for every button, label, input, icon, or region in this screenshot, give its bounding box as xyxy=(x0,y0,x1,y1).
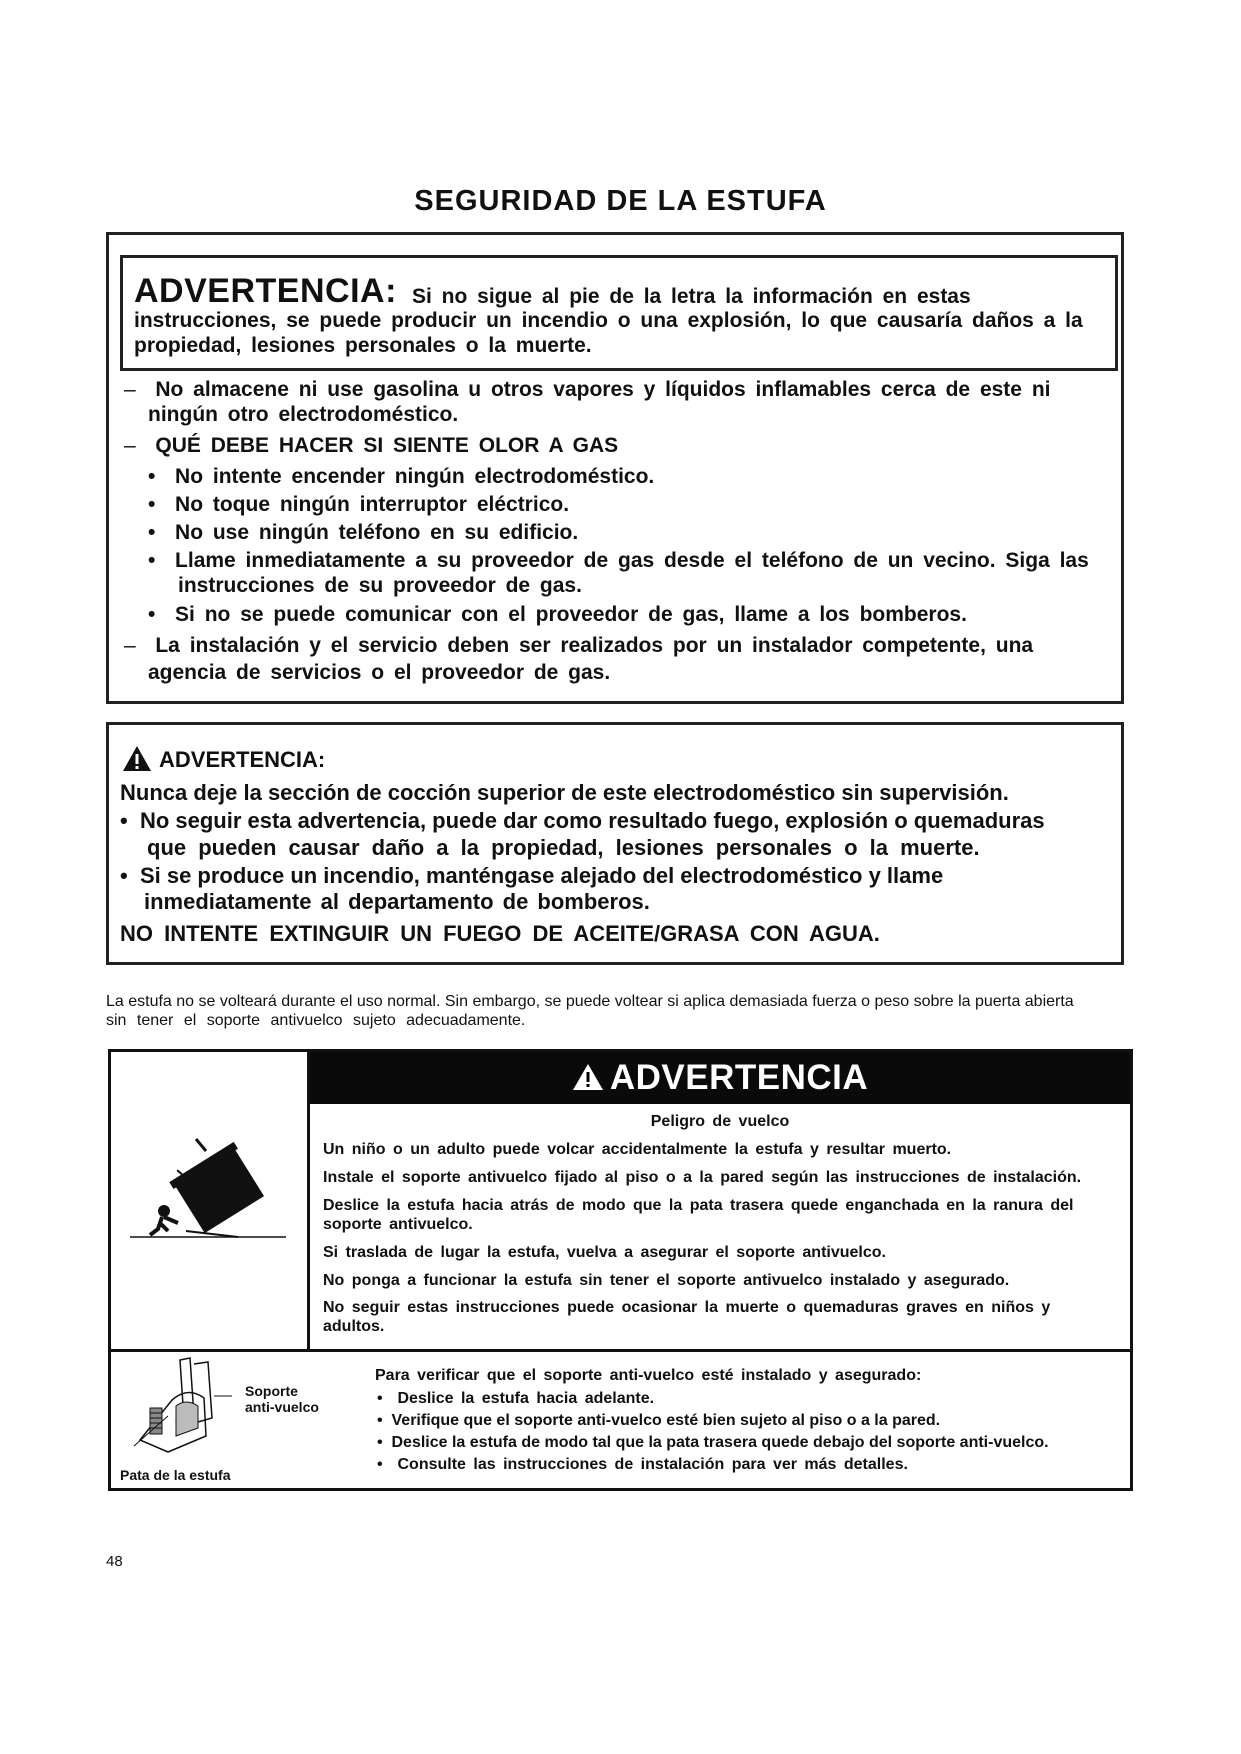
warning-text-line: Nunca deje la sección de cocción superior de este electrodoméstico sin supervisión. xyxy=(120,780,1009,805)
bullet-item: • No intente encender ningún electrodoméstico. xyxy=(148,465,655,488)
bullet-item: • Si se produce un incendio, manténgase alejado del electrodoméstico y llame xyxy=(120,863,944,888)
bullet-text: No toque ningún interruptor eléctrico. xyxy=(175,493,570,516)
anti-tip-bracket-illustration xyxy=(128,1356,238,1461)
dash-item: – La instalación y el servicio deben ser realizados por un instalador competente, una xyxy=(124,634,1034,657)
warning-text-line: Deslice la estufa hacia atrás de modo que la pata trasera quede enganchada en la ranura del xyxy=(323,1197,1074,1214)
dash-item: – QUÉ DEBE HACER SI SIENTE OLOR A GAS xyxy=(124,434,619,457)
bracket-label: Soporte xyxy=(245,1383,298,1399)
bullet-item: • Llame inmediatamente a su proveedor de gas desde el teléfono de un vecino. Siga las xyxy=(148,549,1089,572)
warning-text-line: Si no sigue al pie de la letra la información en estas xyxy=(412,285,971,308)
warning-text-line: Si traslada de lugar la estufa, vuelva a asegurar el soporte antivuelco. xyxy=(323,1244,886,1261)
warning-final-line: NO INTENTE EXTINGUIR UN FUEGO DE ACEITE/GRASA CON AGUA. xyxy=(120,921,880,946)
bullet-text: Consulte las instrucciones de instalación para ver más detalles. xyxy=(397,1456,908,1473)
bullet-item: • Verifique que el soporte anti-vuelco esté bien sujeto al piso o a la pared. xyxy=(377,1412,941,1429)
intro-paragraph-line: La estufa no se volteará durante el uso normal. Sin embargo, se puede voltear si aplica demasiada fuerza o peso sobre la puerta abierta xyxy=(106,993,1074,1010)
dash-item-text: No almacene ni use gasolina u otros vapores y líquidos inflamables cerca de este ni xyxy=(155,378,1051,401)
warning-text-line: No seguir estas instrucciones puede ocasionar la muerte o quemaduras graves en niños y xyxy=(323,1299,1051,1316)
bullet-item: • Deslice la estufa hacia adelante. xyxy=(377,1390,655,1407)
warning-text-line: propiedad, lesiones personales o la muerte. xyxy=(134,334,592,357)
warning-text-line: Un niño o un adulto puede volcar accidentalmente la estufa y resultar muerto. xyxy=(323,1141,952,1158)
bullet-item: • Consulte las instrucciones de instalación para ver más detalles. xyxy=(377,1456,908,1473)
warning-triangle-icon xyxy=(572,1054,604,1106)
warning-subtitle: Peligro de vuelco xyxy=(650,1113,790,1130)
leg-label: Pata de la estufa xyxy=(120,1467,231,1483)
bullet-item: • Si no se puede comunicar con el proveedor de gas, llame a los bomberos. xyxy=(148,603,967,626)
advertencia-banner xyxy=(310,1052,1130,1104)
bullet-text-cont: inmediatamente al departamento de bomberos. xyxy=(144,889,650,914)
bullet-text: Deslice la estufa hacia adelante. xyxy=(397,1390,655,1407)
tip-over-illustration xyxy=(128,1135,288,1250)
dash-item-text: La instalación y el servicio deben ser realizados por un instalador competente, una xyxy=(155,634,1034,657)
bullet-text-cont: instrucciones de su proveedor de gas. xyxy=(178,574,582,597)
bullet-text: Llame inmediatamente a su proveedor de gas desde el teléfono de un vecino. Siga las xyxy=(175,549,1089,572)
page-title: SEGURIDAD DE LA ESTUFA xyxy=(414,185,827,217)
warning-heading: ADVERTENCIA: xyxy=(159,747,326,772)
warning-text-line: adultos. xyxy=(323,1318,385,1335)
bullet-item: • No seguir esta advertencia, puede dar como resultado fuego, explosión o quemaduras xyxy=(120,808,1045,833)
divider xyxy=(108,1349,1133,1352)
intro-paragraph-line: sin tener el soporte antivuelco sujeto adecuadamente. xyxy=(106,1012,526,1029)
warning-text-line: No ponga a funcionar la estufa sin tener el soporte antivuelco instalado y asegurado. xyxy=(323,1272,1010,1289)
bullet-text: Verifique que el soporte anti-vuelco esté bien sujeto al piso o a la pared. xyxy=(391,1412,941,1429)
bullet-text: No seguir esta advertencia, puede dar como resultado fuego, explosión o quemaduras xyxy=(139,808,1045,833)
warning-text-line: instrucciones, se puede producir un incendio o una explosión, lo que causaría daños a la xyxy=(134,309,1083,332)
warning-heading: ADVERTENCIA: xyxy=(134,272,397,310)
dash-item-cont: agencia de servicios o el proveedor de gas. xyxy=(148,661,611,684)
dash-item: – No almacene ni use gasolina u otros vapores y líquidos inflamables cerca de este ni xyxy=(124,378,1051,401)
warning-text-line: soporte antivuelco. xyxy=(323,1216,473,1233)
bullet-item: • No toque ningún interruptor eléctrico. xyxy=(148,493,570,516)
banner-text: ADVERTENCIA xyxy=(609,1058,869,1097)
bullet-text: No use ningún teléfono en su edificio. xyxy=(175,521,579,544)
warning-text-line: Instale el soporte antivuelco fijado al piso o a la pared según las instrucciones de instalación. xyxy=(323,1169,1082,1186)
bullet-text-cont: que pueden causar daño a la propiedad, lesiones personales o la muerte. xyxy=(147,835,980,860)
page-number: 48 xyxy=(106,1553,123,1570)
warning-triangle-icon xyxy=(122,745,152,777)
bracket-label: anti-vuelco xyxy=(245,1399,319,1415)
dash-item-cont: ningún otro electrodoméstico. xyxy=(148,403,459,426)
bullet-item: • Deslice la estufa de modo tal que la pata trasera quede debajo del soporte anti-vuelco. xyxy=(377,1434,1049,1451)
bullet-text: No intente encender ningún electrodoméstico. xyxy=(175,465,655,488)
bullet-text: Si no se puede comunicar con el proveedor de gas, llame a los bomberos. xyxy=(175,603,967,626)
verify-title: Para verificar que el soporte anti-vuelco esté instalado y asegurado: xyxy=(375,1367,922,1384)
bullet-text: Si se produce un incendio, manténgase alejado del electrodoméstico y llame xyxy=(139,863,944,888)
bullet-item: • No use ningún teléfono en su edificio. xyxy=(148,521,579,544)
bullet-text: Deslice la estufa de modo tal que la pata trasera quede debajo del soporte anti-vuelco. xyxy=(391,1434,1049,1451)
dash-item-text: QUÉ DEBE HACER SI SIENTE OLOR A GAS xyxy=(155,434,619,457)
